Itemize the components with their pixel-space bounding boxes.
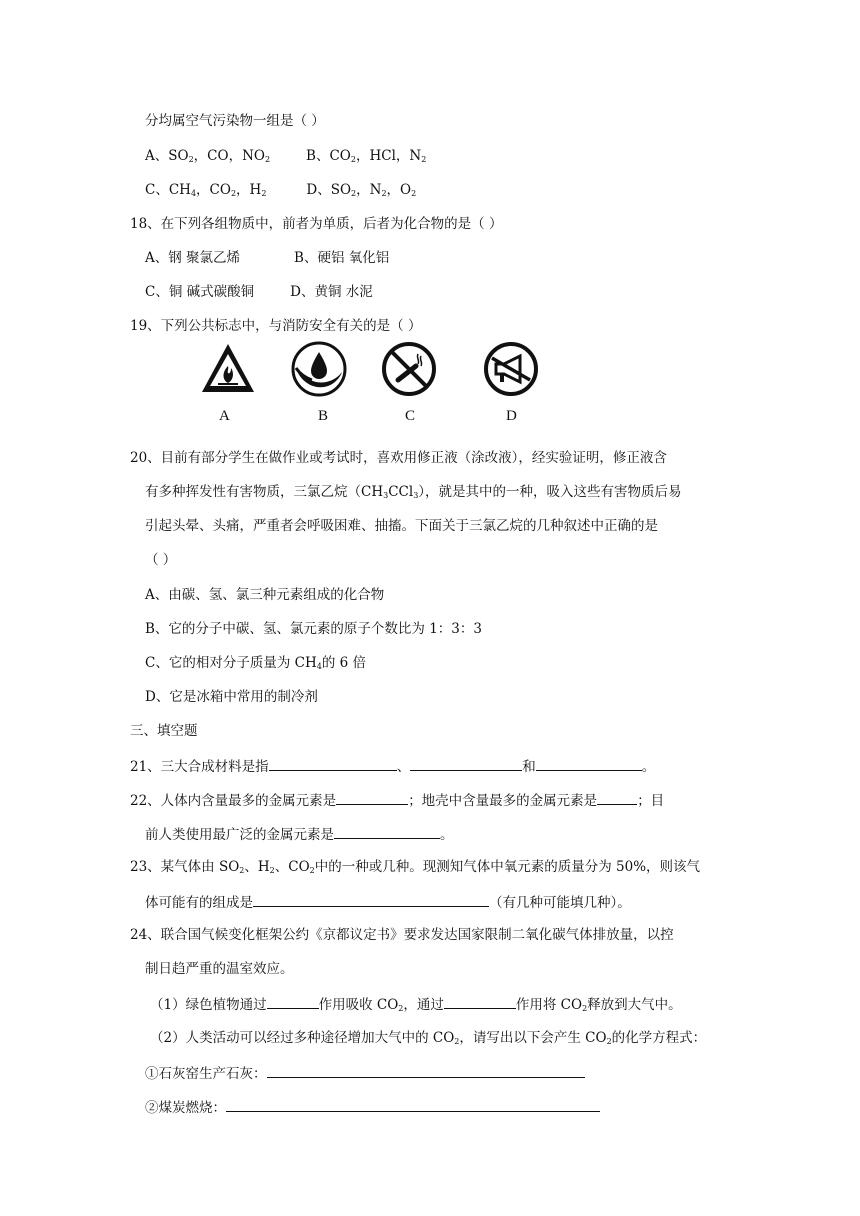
- symbol-label-a: A: [219, 408, 230, 424]
- q21-blank-3[interactable]: [536, 756, 642, 771]
- q24-item1: ①石灰窑生产石灰：: [145, 1063, 585, 1083]
- q20-option-a: A、由碳、氢、氯三种元素组成的化合物: [145, 587, 385, 603]
- q18-options-ab: A、钢 聚氯乙烯 B、硬铝 氧化铝: [145, 250, 390, 266]
- q24-item2: ②煤炭燃烧：: [145, 1097, 600, 1117]
- q24-blank-2[interactable]: [444, 994, 516, 1009]
- q20-stem-line4: （ ）: [145, 552, 177, 568]
- q22-blank-2[interactable]: [597, 790, 637, 805]
- q24-blank-4[interactable]: [226, 1097, 600, 1112]
- q24-part2: （2）人类活动可以经过多种途径增加大气中的 $CO_2$，请写出以下会产生 $CO_2$的化学方程式：: [150, 1030, 707, 1046]
- q22-line2: 前人类使用最广泛的金属元素是 。: [145, 824, 454, 844]
- water-conservation-icon: [290, 340, 348, 398]
- q24-part1: （1）绿色植物通过 作用吸收 $CO_2$，通过 作用将 $CO_2$释放到大气中。: [150, 994, 682, 1014]
- symbol-label-c: C: [405, 408, 416, 424]
- q17-options-cd: C、$CH_4$，$CO_2$，$H_2$ D、$SO_2$，$N_2$，$O_2$: [145, 182, 417, 198]
- q20-option-b: B、它的分子中碳、氢、氯元素的原子个数比为 1：3：3: [145, 621, 482, 637]
- q18-options-cd: C、铜 碱式碳酸铜 D、黄铜 水泥: [145, 284, 373, 300]
- q24-line2: 制日趋严重的温室效应。: [145, 961, 294, 977]
- q23-blank[interactable]: [253, 892, 489, 907]
- q21-line: 21、三大合成材料是指 、 和 。: [130, 756, 655, 776]
- flammable-warning-icon: [198, 340, 258, 396]
- q19-stem: 19、下列公共标志中，与消防安全有关的是（ ）: [130, 318, 422, 334]
- q22-line1: 22、人体内含量最多的金属元素是 ；地壳中含量最多的金属元素是 ；目: [130, 790, 664, 810]
- q23-line1: 23、某气体由 $SO_2$、$H_2$、$CO_2$中的一种或几种。现测知气体中氧元素的质量分为 50%，则该气: [130, 859, 701, 875]
- q20-stem-line1: 20、目前有部分学生在做作业或考试时，喜欢用修正液（涂改液），经实验证明，修正液含: [130, 450, 667, 466]
- q17-options-ab: A、$SO_2$，CO，$NO_2$ B、$CO_2$，HCl，$N_2$: [145, 148, 427, 164]
- q20-stem-line2: 有多种挥发性有害物质，三氯乙烷$(CH_3CCl_3)$，就是其中的一种，吸入这些有害物质后易: [145, 484, 682, 500]
- q23-line2: 体可能有的组成是 （有几种可能填几种）。: [145, 892, 631, 912]
- q22-blank-3[interactable]: [334, 824, 440, 839]
- q18-stem: 18、在下列各组物质中，前者为单质，后者为化合物的是（ ）: [130, 216, 503, 232]
- q21-blank-2[interactable]: [410, 756, 522, 771]
- q24-blank-3[interactable]: [267, 1063, 585, 1078]
- symbol-label-d: D: [506, 408, 517, 424]
- no-smoking-icon: [380, 340, 438, 398]
- q24-blank-1[interactable]: [267, 994, 319, 1009]
- section-title: 三、填空题: [130, 723, 198, 739]
- q21-blank-1[interactable]: [269, 756, 397, 771]
- q17-stem-tail: 分均属空气污染物一组是（ ）: [145, 113, 325, 129]
- q22-blank-1[interactable]: [336, 790, 408, 805]
- symbol-label-b: B: [318, 408, 329, 424]
- q20-option-d: D、它是冰箱中常用的制冷剂: [145, 689, 318, 705]
- q24-line1: 24、联合国气候变化框架公约《京都议定书》要求发达国家限制二氧化碳气体排放量，以控: [130, 927, 674, 943]
- q20-option-c: C、它的相对分子质量为 $CH_4$的 6 倍: [145, 655, 366, 671]
- q20-stem-line3: 引起头晕、头痛，严重者会呼吸困难、抽搐。下面关于三氯乙烷的几种叙述中正确的是: [145, 518, 658, 534]
- no-honking-icon: [482, 340, 540, 398]
